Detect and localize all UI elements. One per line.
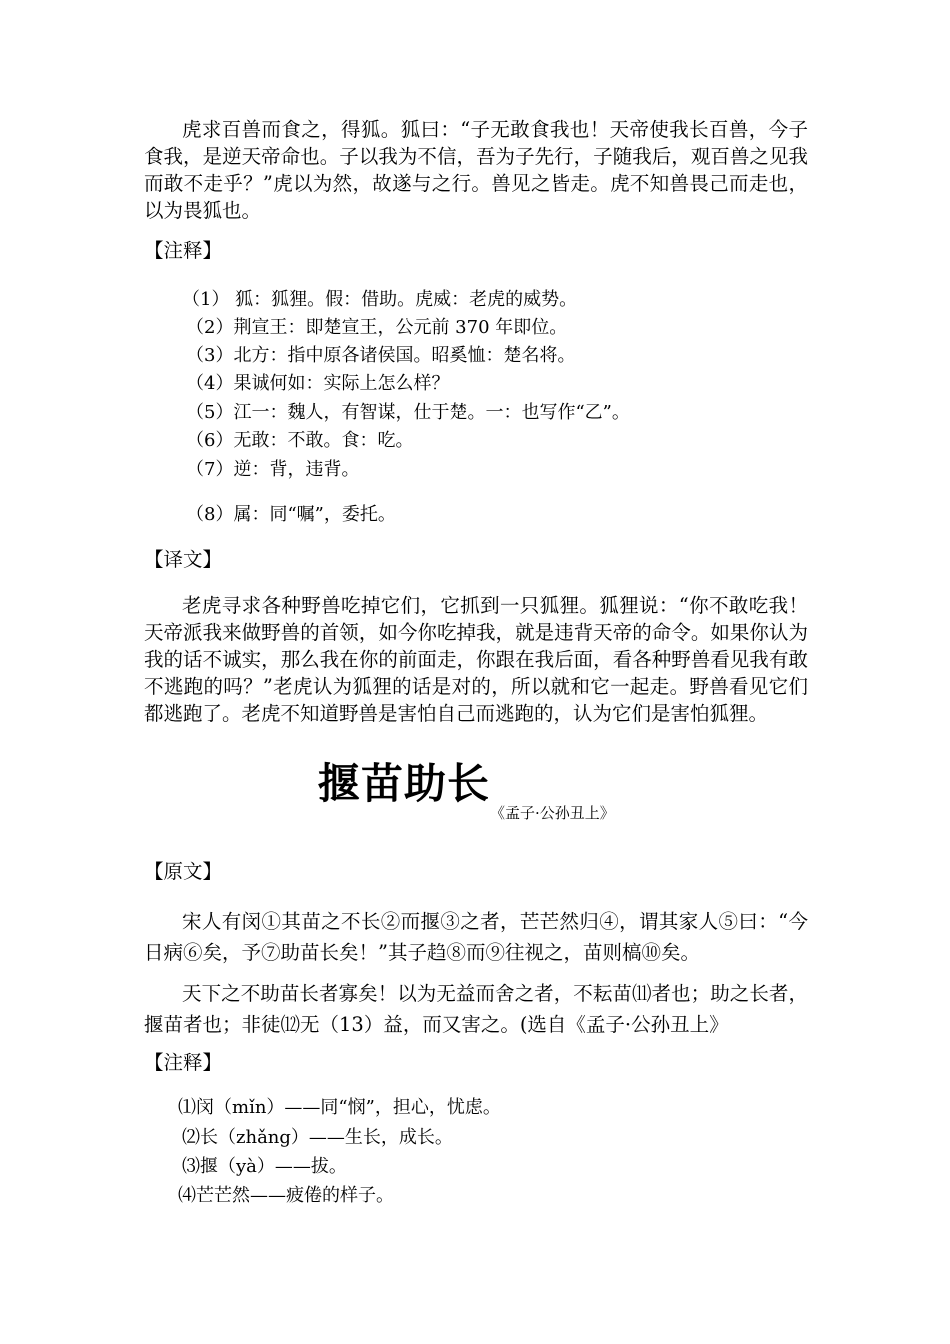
fox-note-4: （4）果诚何如：实际上怎么样？ — [186, 373, 450, 394]
fox-notes-heading: 【注释】 — [144, 239, 223, 262]
fox-note-5: （5）江一：魏人，有智谋，仕于楚。一：也写作“乙”。 — [186, 402, 630, 423]
fox-note-7: （7）逆：背，违背。 — [186, 459, 360, 480]
miao-note-3: ⑶揠（yà）——拔。 — [182, 1156, 347, 1177]
miao-note-1: ⑴闵（mǐn）——同“悯”，担心，忧虑。 — [178, 1097, 501, 1118]
miao-source: 《孟子·公孙丑上》 — [490, 804, 615, 822]
miao-note-4: ⑷芒芒然——疲倦的样子。 — [178, 1185, 394, 1206]
miao-title: 揠苗助长 — [318, 759, 491, 808]
miao-original-para-2: 天下之不助苗长者寡矣！以为无益而舍之者，不耘苗⑾者也；助之长者，揠苗者也；非徒⑿无（13）益，而又害之。(选自《孟子·公孙丑上》 — [144, 982, 808, 1036]
miao-notes-heading: 【注释】 — [144, 1051, 223, 1074]
fox-note-3: （3）北方：指中原各诸侯国。昭奚恤：楚名将。 — [186, 345, 576, 366]
fox-note-2: （2）荆宣王：即楚宣王，公元前 370 年即位。 — [186, 317, 568, 338]
miao-original-para-1: 宋人有闵①其苗之不长②而揠③之者，芒芒然归④，谓其家人⑤曰：“今日病⑥矣，予⑦助苗长矣！”其子趋⑧而⑨往视之，苗则槁⑩矣。 — [144, 910, 808, 964]
miao-original-heading: 【原文】 — [144, 860, 223, 883]
fox-note-1: （1） 狐：狐狸。假：借助。虎威：老虎的威势。 — [182, 289, 578, 310]
fox-note-8: （8）属：同“嘱”，委托。 — [186, 504, 396, 525]
miao-note-2: ⑵长（zhǎng）——生长，成长。 — [182, 1127, 453, 1148]
fox-translation-text: 老虎寻求各种野兽吃掉它们，它抓到一只狐狸。狐狸说：“你不敢吃我！天帝派我来做野兽的首领，如今你吃掉我，就是违背天帝的命令。如果你认为我的话不诚实，那么我在你的前面走，你跟在我后面，看各种野兽看见我有敢不逃跑的吗？”老虎认为狐狸的话是对的，所以就和它一起走。野兽看见它们都逃跑了。老虎不知道野兽是害怕自己而逃跑的，认为它们是害怕狐狸。 — [144, 594, 808, 725]
fox-note-6: （6）无敢：不敢。食：吃。 — [186, 430, 414, 451]
fox-translation-heading: 【译文】 — [144, 548, 223, 571]
fox-original-text: 虎求百兽而食之，得狐。狐曰：“子无敢食我也！天帝使我长百兽，今子食我，是逆天帝命也。子以我为不信，吾为子先行，子随我后，观百兽之见我而敢不走乎？”虎以为然，故遂与之行。兽见之皆走。虎不知兽畏己而走也，以为畏狐也。 — [144, 118, 808, 222]
